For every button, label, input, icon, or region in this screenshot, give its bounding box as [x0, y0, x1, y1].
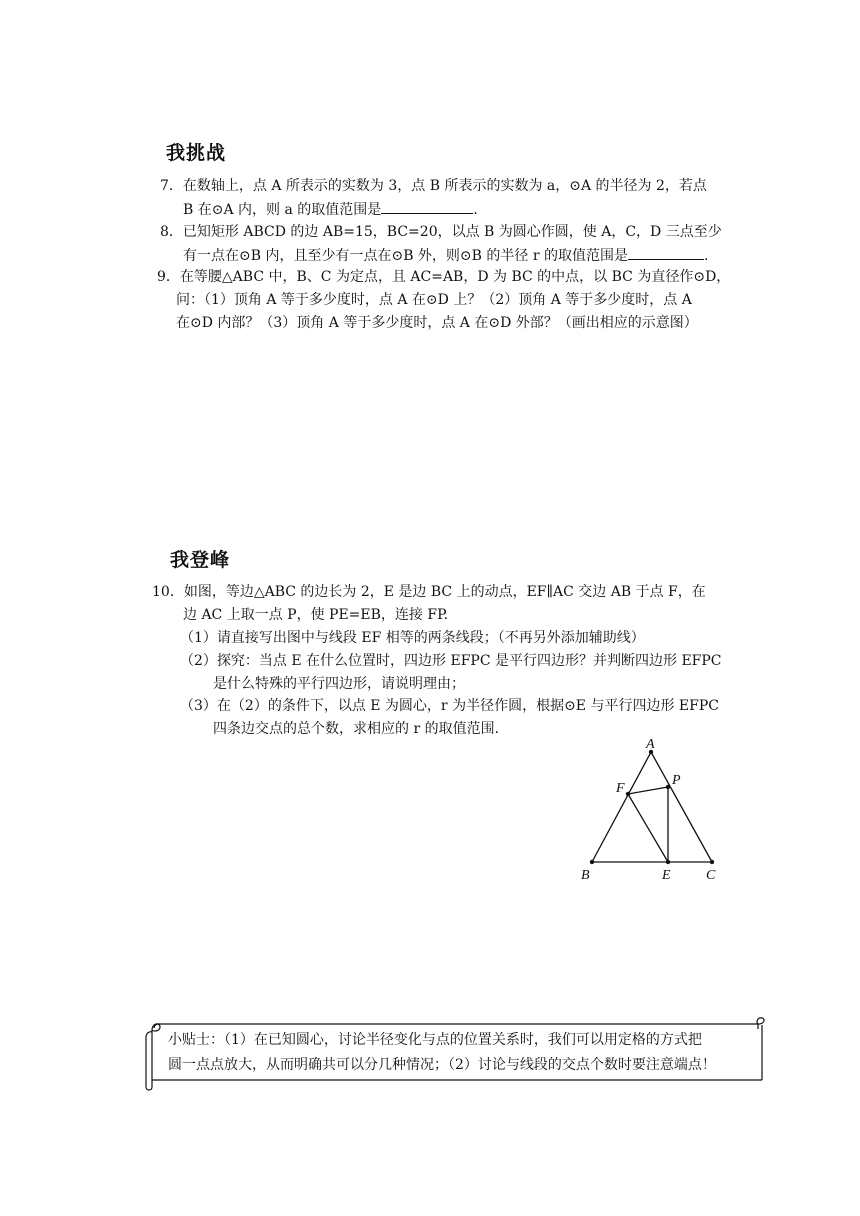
q10-part2-line1: （2）探究：当点 E 在什么位置时，四边形 EFPC 是平行四边形？并判断四边形 EFPC [180, 653, 722, 669]
tip-line2: 圆一点点放大，从而明确共可以分几种情况；（2）讨论与线段的交点个数时要注意端点！ [168, 1057, 716, 1073]
q8-line2-text: 有一点在⊙B 内，且至少有一点在⊙B 外，则⊙B 的半径 r 的取值范围是 [183, 248, 628, 264]
q10-part3-line2: 四条边交点的总个数，求相应的 r 的取值范围. [213, 721, 500, 737]
q10-part1: （1）请直接写出图中与线段 EF 相等的两条线段；（不再另外添加辅助线） [180, 630, 645, 646]
q7-line2 [183, 199, 478, 220]
label-f: F [616, 781, 625, 796]
q8-line2 [183, 245, 708, 266]
segment-fe [628, 794, 668, 862]
q10-part3-line1: （3）在（2）的条件下，以点 E 为圆心，r 为半径作圆，根据⊙E 与平行四边形 EFPC [180, 698, 719, 714]
q8-period: . [704, 248, 709, 264]
q9-line1: 9．在等腰△ABC 中，B、C 为定点，且 AC=AB，D 为 BC 的中点，以 BC 为直径作⊙D， [157, 269, 731, 285]
side-ac [651, 752, 712, 862]
answer-blank [628, 245, 704, 260]
q8-line1: 8．已知矩形 ABCD 的边 AB=15，BC=20，以点 B 为圆心作圆，使 A，C，D 三点至少 [160, 224, 722, 240]
point-c [710, 860, 714, 864]
q9-line3: 在⊙D 内部？（3）顶角 A 等于多少度时，点 A 在⊙D 外部？（画出相应的示意图） [176, 315, 698, 331]
q7-line1: 7．在数轴上，点 A 所表示的实数为 3，点 B 所表示的实数为 a，⊙A 的半径为 2，若点 [160, 178, 707, 194]
point-e [666, 860, 670, 864]
label-e: E [662, 868, 671, 883]
q7-line2-text: B 在⊙A 内，则 a 的取值范围是 [183, 202, 382, 218]
label-a: A [646, 737, 655, 752]
tip-line1: 小贴士：（1）在已知圆心，讨论半径变化与点的位置关系时，我们可以用定格的方式把 [168, 1032, 702, 1048]
section-title-summit: 我登峰 [170, 549, 231, 571]
q10-line1: 10．如图，等边△ABC 的边长为 2，E 是边 BC 上的动点，EF∥AC 交边 AB 于点 F，在 [152, 584, 706, 600]
label-c: C [706, 868, 716, 883]
q10-part2-line2: 是什么特殊的平行四边形，请说明理由； [213, 676, 465, 692]
q9-line2: 问：（1）顶角 A 等于多少度时，点 A 在⊙D 上？（2）顶角 A 等于多少度时，点 A [176, 292, 692, 308]
point-f [626, 792, 630, 796]
label-p: P [672, 773, 681, 788]
point-p [666, 785, 670, 789]
q10-line2: 边 AC 上取一点 P，使 PE=EB，连接 FP. [183, 607, 449, 623]
q7-period: . [473, 202, 478, 218]
side-ab [592, 752, 651, 862]
segment-fp [628, 787, 668, 794]
label-b: B [581, 868, 590, 883]
triangle-figure [570, 730, 740, 890]
point-b [590, 860, 594, 864]
answer-blank [381, 199, 473, 214]
section-title-challenge: 我挑战 [166, 142, 227, 164]
